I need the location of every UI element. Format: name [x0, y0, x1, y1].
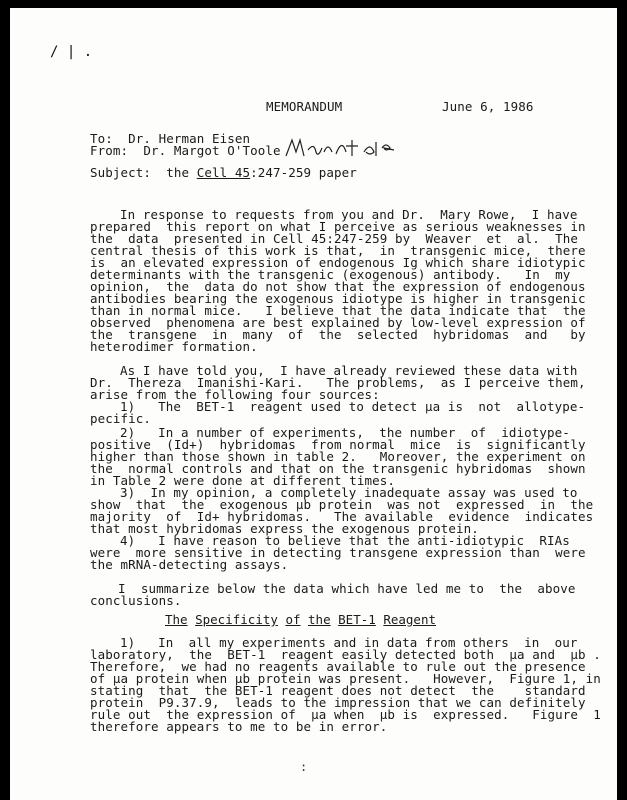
- p1-line: central thesis of this work is that, in transgenic mice, there: [90, 243, 586, 258]
- p4-line: protein P9.37.9, leads to the impression that we can definitely: [90, 695, 586, 710]
- subject-suffix: :247-259 paper: [250, 165, 357, 180]
- p3-line: I summarize below the data which have led me to the above: [118, 581, 576, 596]
- p2-line: arise from the following four sources:: [90, 387, 380, 402]
- p1-line: antibodies bearing the exogenous idiotype is higher in transgenic: [90, 291, 586, 306]
- p2-line: in Table 2 were done at different times.: [90, 473, 396, 488]
- p2-line: majority of Id+ hybridomas. The available evidence indicates: [90, 509, 594, 524]
- margin-marks: / | .: [50, 44, 93, 60]
- signature: [282, 134, 402, 162]
- document-page: [10, 8, 617, 800]
- p4-line: of μa protein when μb protein was present. However, Figure 1, in: [90, 671, 601, 686]
- p3-line: conclusions.: [90, 593, 182, 608]
- p4-line: stating that the BET-1 reagent does not detect the standard: [90, 683, 586, 698]
- p1-line: In response to requests from you and Dr. Mary Rowe, I have: [120, 207, 578, 222]
- section-heading: The Specificity of the BET-1 Reagent: [165, 612, 436, 627]
- p4-line: laboratory, the BET-1 reagent easily detected both μa and μb .: [90, 647, 601, 662]
- p1-line: opinion, the data do not show that the expression of endogenous: [90, 279, 586, 294]
- p2-line: 3) In my opinion, a completely inadequate assay was used to: [120, 485, 578, 500]
- subject-ref: Cell 45: [196, 165, 251, 180]
- memo-date: June 6, 1986: [442, 99, 534, 114]
- p1-line: the data presented in Cell 45:247-259 by Weaver et al. The: [90, 231, 579, 246]
- p1-line: observed phenomena are best explained by low-level expression of: [90, 315, 586, 330]
- p1-line: determinants with the transgenic (exogenous) antibody. In my: [90, 267, 571, 282]
- p2-line: were more sensitive in detecting transgene expression than were: [90, 545, 586, 560]
- p1-line: prepared this report on what I perceive as serious weaknesses in: [90, 219, 586, 234]
- p2-line: show that the exogenous μb protein was not expressed in the: [90, 497, 594, 512]
- p2-line: pecific.: [90, 411, 152, 426]
- subject-line: [90, 166, 357, 179]
- subject-prefix: Subject: the: [90, 165, 197, 180]
- p1-line: heterodimer formation.: [90, 339, 258, 354]
- p2-line: positive (Id+) hybridomas from normal mice is significantly: [90, 437, 586, 452]
- p2-line: 1) The BET-1 reagent used to detect μa is not allotype-: [120, 399, 586, 414]
- p2-line: 4) I have reason to believe that the anti-idiotypic RIAs: [120, 533, 570, 548]
- to-line: To: Dr. Herman Eisen: [90, 131, 251, 146]
- p1-line: than in normal mice. I believe that the data indicate that the: [90, 303, 586, 318]
- p2-line: the mRNA-detecting assays.: [90, 557, 289, 572]
- memo-title: MEMORANDUM: [266, 99, 343, 114]
- p4-line: rule out the expression of μa when μb is expressed. Figure 1: [90, 707, 601, 722]
- p1-line: the transgene in many of the selected hybridomas and by: [90, 327, 586, 342]
- footer-mark: :: [300, 760, 308, 774]
- p2-line: As I have told you, I have already reviewed these data with: [120, 363, 578, 378]
- p4-line: therefore appears to me to be in error.: [90, 719, 388, 734]
- from-line: From: Dr. Margot O'Toole: [90, 143, 281, 158]
- p2-line: the normal controls and that on the transgenic hybridomas shown: [90, 461, 586, 476]
- p4-line: 1) In all my experiments and in data from others in our: [120, 635, 578, 650]
- p2-line: higher than those shown in table 2. Moreover, the experiment on: [90, 449, 586, 464]
- p1-line: is an elevated expression of endogenous Ig which share idiotypic: [90, 255, 586, 270]
- p2-line: that most hybridomas express the exogenous protein.: [90, 521, 479, 536]
- p2-line: 2) In a number of experiments, the number of idiotype-: [120, 425, 570, 440]
- p4-line: Therefore, we had no reagents available to rule out the presence: [90, 659, 586, 674]
- p2-line: Dr. Thereza Imanishi-Kari. The problems, as I perceive them,: [90, 375, 586, 390]
